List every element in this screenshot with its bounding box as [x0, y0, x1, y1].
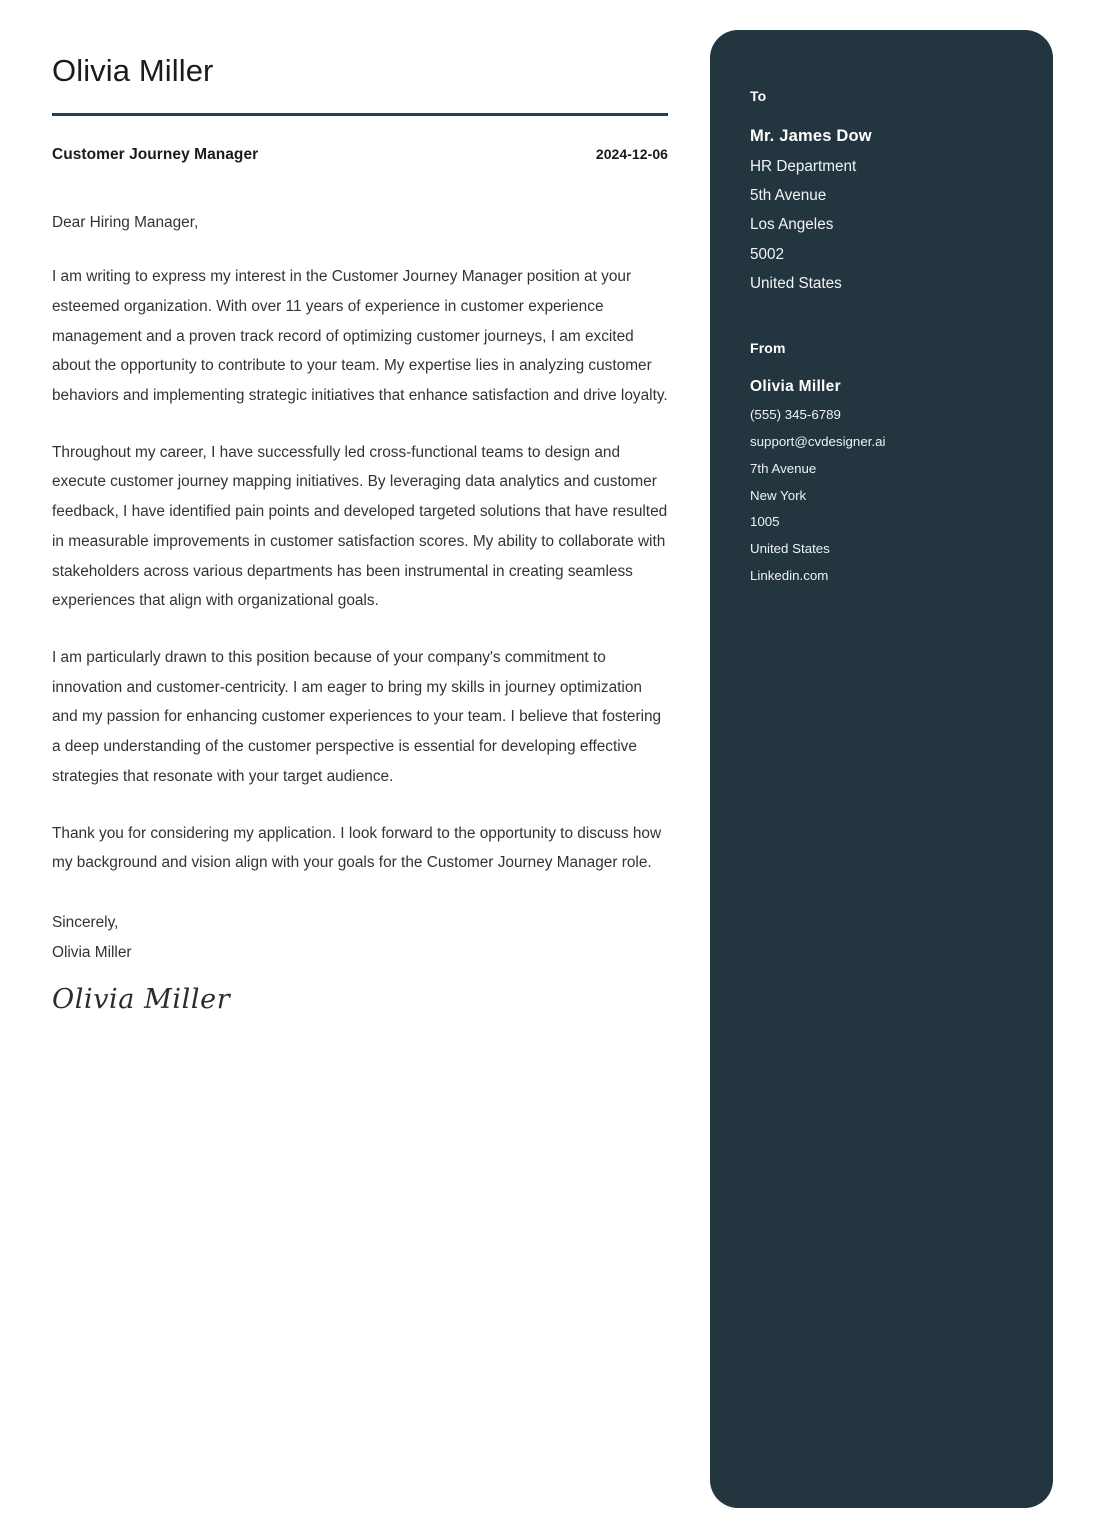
body-paragraph-4: Thank you for considering my application. I look forward to the opportunity to discuss how my background and vision align with your goals for the Customer Journey Manager role. — [52, 824, 662, 872]
applicant-name-heading: Olivia Miller — [52, 53, 214, 88]
closing-salutation: Sincerely, — [52, 914, 119, 931]
sender-city: New York — [750, 487, 807, 503]
sender-phone: (555) 345-6789 — [750, 406, 841, 422]
sender-country: United States — [750, 541, 830, 557]
body-paragraph-1: I am writing to express my interest in the Customer Journey Manager position at your esteemed organization. With over 11 years of experience in customer experience management and a proven track record of optimizing customer journeys, I am excited about the opportunity to contribute to your team. My expertise lies in analyzing customer behaviors and implementing strategic initiatives that enhance satisfaction and drive loyalty. — [52, 268, 668, 404]
recipient-line: 5002 — [750, 245, 785, 263]
signature-script: Olivia Miller — [52, 984, 231, 1016]
contact-panel — [710, 30, 1053, 1508]
sender-postcode: 1005 — [750, 514, 780, 530]
letter-date: 2024-12-06 — [595, 146, 668, 163]
recipient-name: Mr. James Dow — [750, 127, 872, 145]
recipient-line: United States — [750, 274, 842, 292]
job-title: Customer Journey Manager — [52, 146, 259, 164]
sender-linkedin: Linkedin.com — [750, 568, 829, 584]
body-paragraph-3: I am particularly drawn to this position because of your company's commitment to innovation and customer-centricity. I am eager to bring my skills in journey optimization and my passion for enhancing customer experiences to your team. I believe that fostering a deep understanding of the customer perspective is essential for developing effective strategies that resonate with your target audience. — [52, 648, 662, 785]
sender-street: 7th Avenue — [750, 460, 817, 476]
from-label: From — [750, 340, 786, 357]
to-label: To — [750, 88, 767, 104]
closing-name: Olivia Miller — [52, 944, 132, 962]
recipient-line: HR Department — [750, 157, 857, 175]
recipient-block — [750, 88, 1053, 298]
sender-name: Olivia Miller — [750, 378, 841, 396]
salutation: Dear Hiring Manager, — [52, 214, 199, 232]
sender-block — [750, 340, 1053, 590]
letter-subheader — [52, 146, 668, 164]
letter-column — [52, 52, 668, 1015]
sender-email: support@cvdesigner.ai — [750, 433, 886, 449]
closing-block — [52, 908, 668, 968]
header-divider — [52, 113, 668, 116]
recipient-line: Los Angeles — [750, 216, 834, 234]
recipient-line: 5th Avenue — [750, 186, 827, 204]
body-paragraph-2: Throughout my career, I have successfully led cross-functional teams to design and execute customer journey mapping initiatives. By leveraging data analytics and customer feedback, I have identified pain points and developed targeted solutions that have resulted in measurable improvements in customer satisfaction scores. My ability to collaborate with stakeholders across various departments has been instrumental in creating seamless experiences that align with organizational goals. — [52, 443, 668, 610]
